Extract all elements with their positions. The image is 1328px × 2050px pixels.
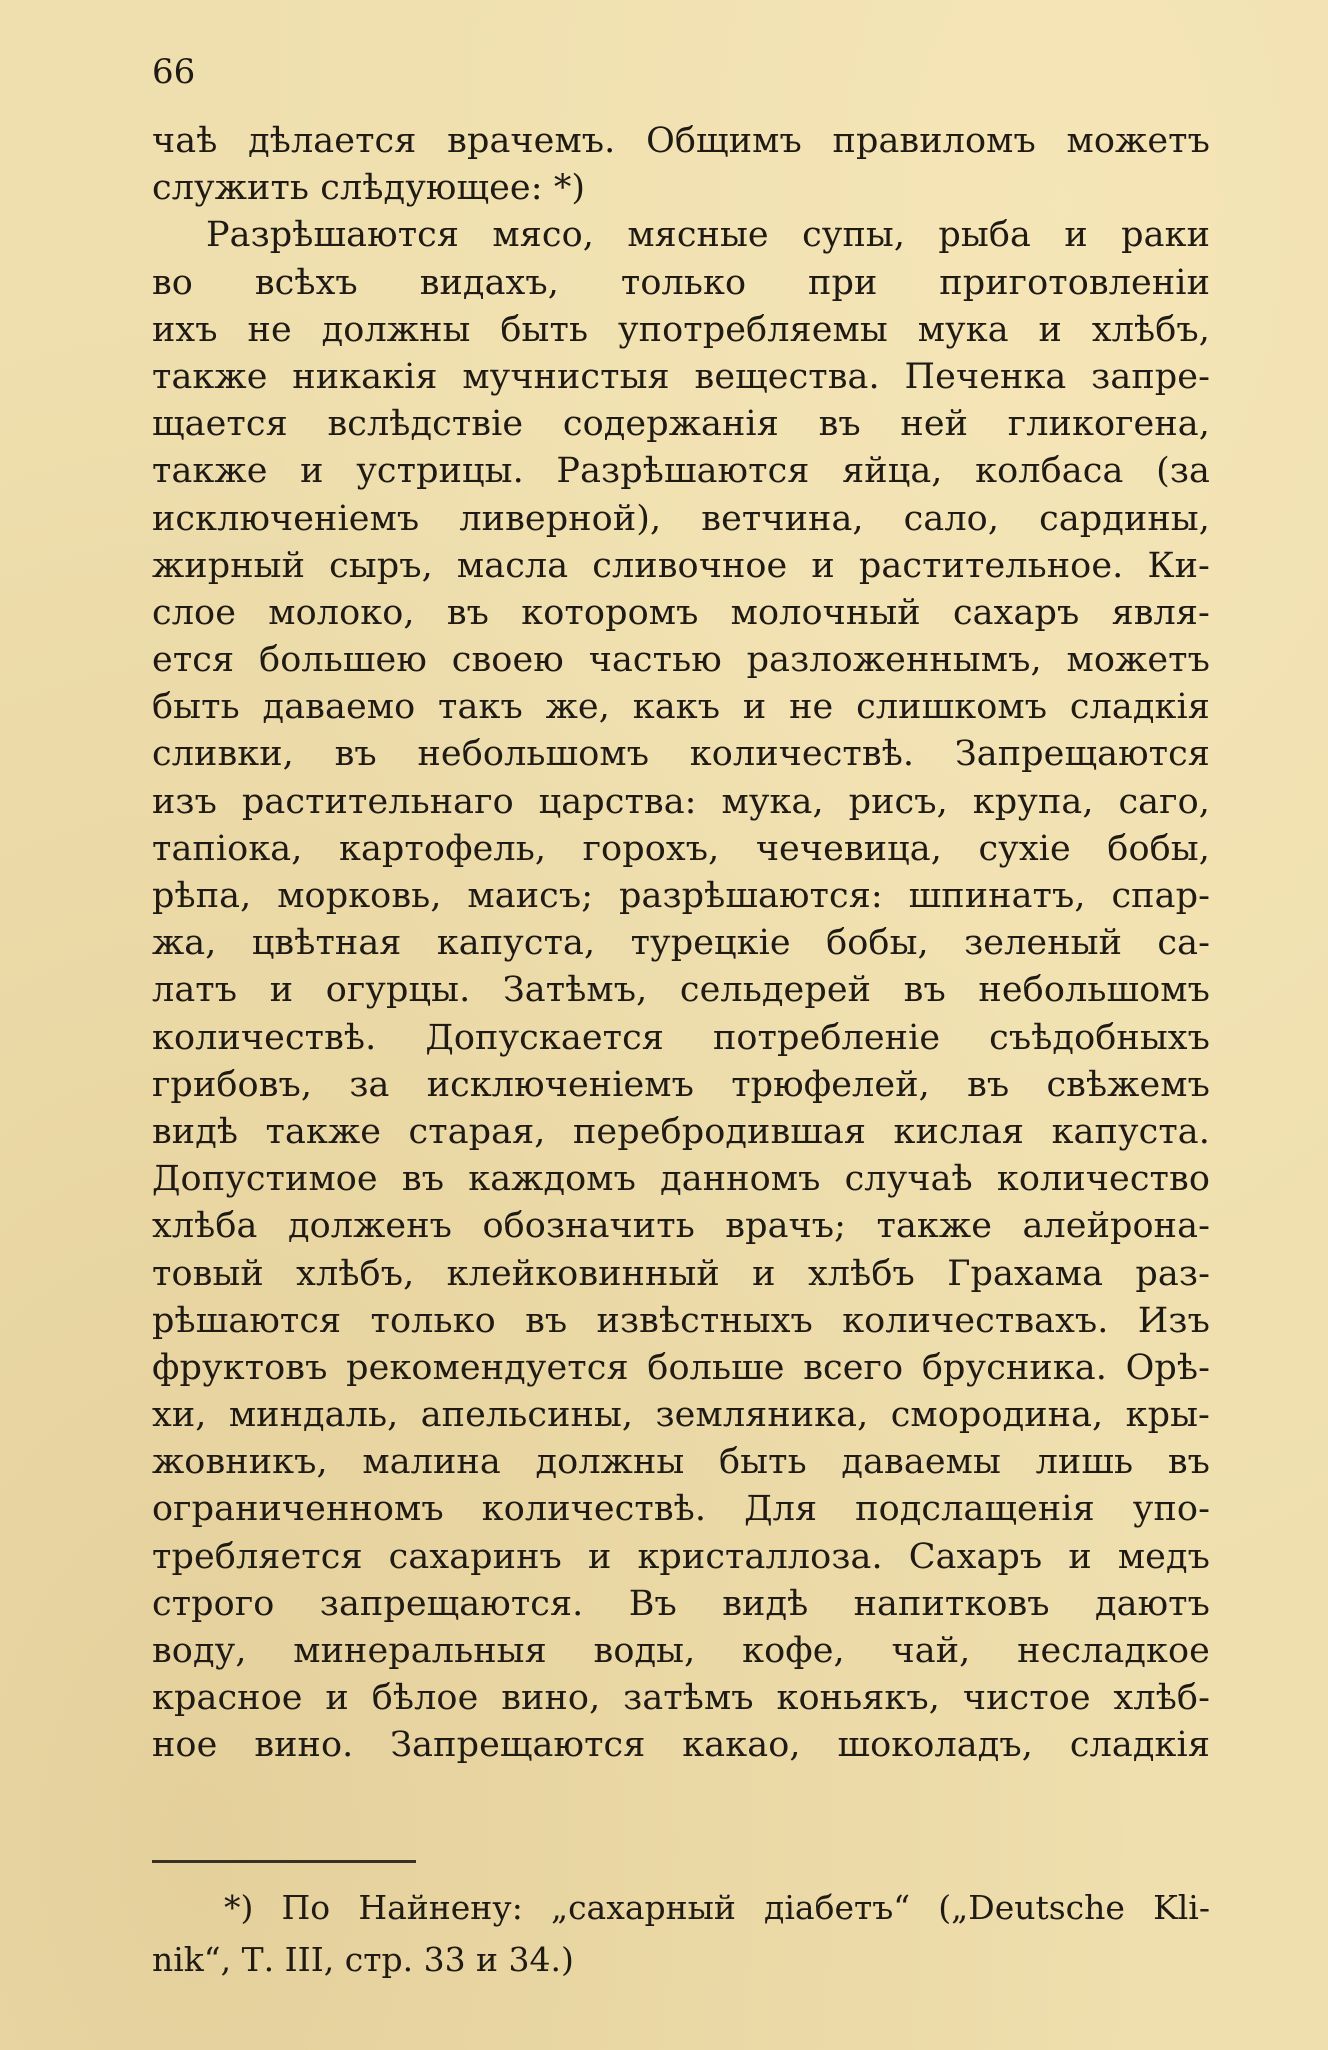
text-line: видѣ также старая, перебродившая кислая капуста. [152,1111,1210,1152]
text-line: требляется сахаринъ и кристаллоза. Сахаръ и медъ [152,1536,1210,1577]
text-line: хлѣба долженъ обозначить врачъ; также алейрона- [152,1206,1210,1247]
text-line: фруктовъ рекомендуется больше всего брусника. Орѣ- [152,1347,1210,1388]
main-text [152,118,1210,1770]
text-line: изъ растительнаго царства: мука, рисъ, крупа, саго, [152,781,1210,822]
text-line: чаѣ дѣлается врачемъ. Общимъ правиломъ можетъ [152,121,1210,161]
text-line: жа, цвѣтная капуста, турецкіе бобы, зеленый са- [152,923,1210,964]
text-line: латъ и огурцы. Затѣмъ, сельдерей въ небольшомъ [152,970,1210,1011]
text-line: щается вслѣдствіе содержанія въ ней гликогена, [152,404,1210,445]
text-line: строго запрещаются. Въ видѣ напитковъ даютъ [152,1583,1210,1624]
footnote [152,1882,1210,1986]
footnote-line: nik“, Т. III, стр. 33 и 34.) [152,1940,574,1979]
text-line: тапіока, картофель, горохъ, чечевица, сухіе бобы, [152,828,1210,869]
text-line: воду, минеральныя воды, кофе, чай, несладкое [152,1631,1210,1671]
footnote-divider [152,1860,416,1863]
text-line: ихъ не должны быть употребляемы мука и хлѣбъ, [152,309,1210,350]
text-line: красное и бѣлое вино, затѣмъ коньякъ, чистое хлѣб- [152,1678,1210,1719]
text-line: служить слѣдующее: *) [152,168,586,209]
page-number: 66 [152,52,196,92]
text-line: ное вино. Запрещаются какао, шоколадъ, сладкія [152,1725,1210,1766]
text-line: хи, миндаль, апельсины, земляника, смородина, кры- [152,1395,1210,1436]
text-line: также никакія мучнистыя вещества. Печенка запре- [152,356,1210,397]
footnote-line: *) По Найнену: „сахарный діабетъ“ („Deutsche Kli- [224,1888,1210,1927]
text-line: ограниченномъ количествѣ. Для подслащенія упо- [152,1489,1210,1530]
text-line: рѣшаются только въ извѣстныхъ количествахъ. Изъ [152,1300,1210,1341]
text-line: ется большею своею частью разложеннымъ, можетъ [152,640,1210,681]
text-line: жовникъ, малина должны быть даваемы лишь въ [152,1442,1210,1483]
text-line: товый хлѣбъ, клейковинный и хлѣбъ Грахама раз- [152,1253,1210,1294]
text-line: количествѣ. Допускается потребленіе съѣдобныхъ [152,1017,1210,1058]
text-line: Разрѣшаются мясо, мясные супы, рыба и раки [206,215,1210,256]
text-line: жирный сыръ, масла сливочное и растительное. Ки- [152,545,1210,586]
text-line: исключеніемъ ливерной), ветчина, сало, сардины, [152,498,1210,539]
text-line: быть даваемо такъ же, какъ и не слишкомъ сладкія [152,687,1210,728]
text-line: слое молоко, въ которомъ молочный сахаръ явля- [152,592,1210,633]
text-line: Допустимое въ каждомъ данномъ случаѣ количество [152,1159,1210,1200]
text-line: также и устрицы. Разрѣшаются яйца, колбаса (за [152,451,1210,492]
text-line: грибовъ, за исключеніемъ трюфелей, въ свѣжемъ [152,1064,1210,1105]
text-line: рѣпа, морковь, маисъ; разрѣшаются: шпинатъ, спар- [152,876,1210,916]
text-line: сливки, въ небольшомъ количествѣ. Запрещаются [152,734,1210,775]
text-line: во всѣхъ видахъ, только при приготовленіи [152,262,1210,303]
